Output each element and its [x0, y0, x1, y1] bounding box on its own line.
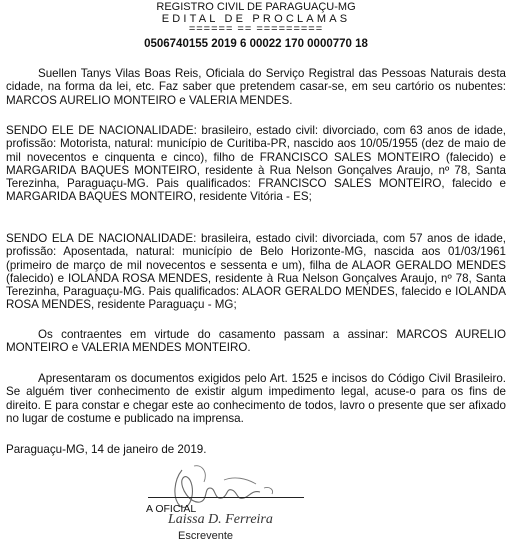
documents-text: Apresentaram os documentos exigidos pelo Art. 1525 e incisos do Código Civil Brasileiro. Se alguém tiver conhecimento de existir algum impedimento legal, acuse-o para os fins de direito. E para constar e chegar este ao conhecimento de todos, lavro o presente que ser afixado no lugar de costume e publicado na imprensa.	[6, 372, 506, 425]
documents-paragraph	[6, 372, 506, 425]
contract-paragraph	[6, 328, 506, 355]
registry-name: REGISTRO CIVIL DE PARAGUAÇU-MG	[156, 1, 356, 13]
signer-role: Escrevente	[178, 530, 234, 542]
intro-text: Suellen Tanys Vilas Boas Reis, Oficiala do Serviço Registral das Pessoas Naturais desta cidade, na forma da lei, etc. Faz saber que pretendem casar-se, em seu cartório os nubentes: MARCOS AURELIO MONTEIRO e VALERIA MENDES.	[6, 67, 506, 107]
contract-text: Os contraentes em virtude do casamento passam a assinar: MARCOS AURELIO MONTEIRO e VALERIA MENDES MONTEIRO.	[6, 328, 506, 355]
bride-paragraph: SENDO ELA DE NACIONALIDADE: brasileira, estado civil: divorciada, com 57 anos de idade, profissão: Aposentada, natural: município de Belo Horizonte-MG, nascida aos 01/03/1961 (primeiro de março de mil novecentos e sessenta e um), filha de ALAOR GERALDO MENDES (falecido) e IOLANDA ROSA MENDES, residente à Rua Nelson Gonçalves Araujo, nº 78, Santa Terezinha, Paraguaçu-MG. Pais qualificados: ALAOR GERALDO MENDES, falecido e IOLANDA ROSA MENDES, residente Paraguaçu - MG;	[6, 232, 506, 312]
signature-line	[148, 497, 304, 498]
signature-label: A OFICIAL	[146, 503, 197, 515]
signer-name: Laissa D. Ferreira	[168, 512, 273, 527]
date-line: Paraguaçu-MG, 14 de janeiro de 2019.	[6, 443, 207, 456]
edital-number: 0506740155 2019 6 00022 170 0000770 18	[144, 38, 368, 50]
title-underline: ====== == =========	[188, 23, 324, 35]
edital-title: EDITAL DE PROCLAMAS	[161, 13, 351, 25]
intro-paragraph	[6, 67, 506, 107]
groom-paragraph: SENDO ELE DE NACIONALIDADE: brasileiro, estado civil: divorciado, com 63 anos de idade, profissão: Motorista, natural: município de Curitiba-PR, nascido aos 10/05/1955 (dez de maio de mil novecentos e cinquenta e cinco), filho de FRANCISCO SALES MONTEIRO (falecido) e MARGARIDA BAQUES MONTEIRO, residente à Rua Nelson Gonçalves Araujo, nº 78, Santa Terezinha, Paraguaçu-MG. Pais qualificados: FRANCISCO SALES MONTEIRO, falecido e MARGARIDA BAQUES MONTEIRO, residente Vitória - ES;	[6, 124, 506, 204]
